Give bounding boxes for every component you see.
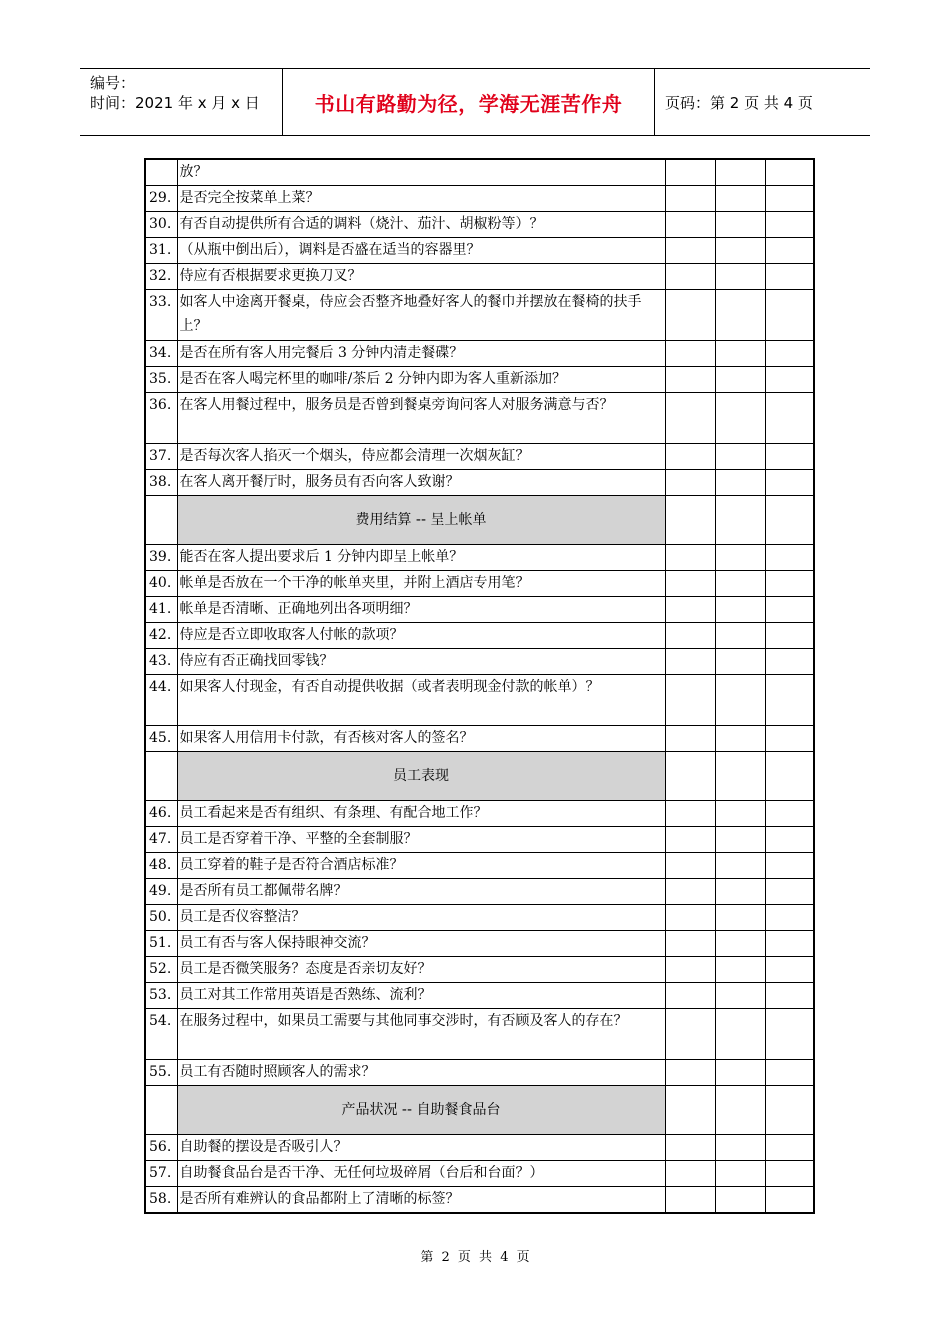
rating-cell-3[interactable] xyxy=(765,1161,814,1187)
rating-cell-2[interactable] xyxy=(715,571,765,597)
rating-cell-3[interactable] xyxy=(765,1060,814,1086)
rating-cell-2[interactable] xyxy=(715,186,765,212)
item-question: 如果客人用信用卡付款，有否核对客人的签名？ xyxy=(177,726,665,752)
item-question: 在客人离开餐厅时，服务员有否向客人致谢？ xyxy=(177,470,665,496)
rating-cell-3[interactable] xyxy=(765,470,814,496)
item-number: 43. xyxy=(145,649,177,675)
item-number: 31. xyxy=(145,238,177,264)
item-number: 33. xyxy=(145,290,177,341)
rating-cell-2[interactable] xyxy=(715,367,765,393)
rating-cell-2[interactable] xyxy=(715,905,765,931)
checklist-row xyxy=(145,649,814,675)
rating-cell-3[interactable] xyxy=(765,957,814,983)
rating-cell-3[interactable] xyxy=(765,212,814,238)
item-question: 是否在所有客人用完餐后 3 分钟内清走餐碟？ xyxy=(177,341,665,367)
rating-cell-1[interactable] xyxy=(665,212,715,238)
item-number: 34. xyxy=(145,341,177,367)
checklist-table xyxy=(144,158,815,1214)
item-number: 51. xyxy=(145,931,177,957)
rating-cell-3[interactable] xyxy=(765,393,814,444)
rating-cell-1[interactable] xyxy=(665,623,715,649)
rating-cell-3[interactable] xyxy=(765,159,814,186)
item-number: 53. xyxy=(145,983,177,1009)
rating-cell-2[interactable] xyxy=(715,853,765,879)
rating-cell-3[interactable] xyxy=(765,1086,814,1135)
checklist-row xyxy=(145,212,814,238)
checklist-row xyxy=(145,470,814,496)
item-number: 38. xyxy=(145,470,177,496)
rating-cell-1[interactable] xyxy=(665,905,715,931)
item-question: 侍应有否根据要求更换刀叉？ xyxy=(177,264,665,290)
checklist-row xyxy=(145,1187,814,1214)
section-header-row xyxy=(145,496,814,545)
item-number: 46. xyxy=(145,801,177,827)
checklist-row xyxy=(145,264,814,290)
item-question: 员工有否随时照顾客人的需求？ xyxy=(177,1060,665,1086)
item-question: 员工对其工作常用英语是否熟练、流利？ xyxy=(177,983,665,1009)
rating-cell-2[interactable] xyxy=(715,264,765,290)
checklist-row xyxy=(145,571,814,597)
rating-cell-2[interactable] xyxy=(715,801,765,827)
rating-cell-3[interactable] xyxy=(765,931,814,957)
rating-cell-3[interactable] xyxy=(765,905,814,931)
section-header-row xyxy=(145,1086,814,1135)
checklist-row xyxy=(145,238,814,264)
item-question: 是否所有难辨认的食品都附上了清晰的标签？ xyxy=(177,1187,665,1214)
item-question: 是否每次客人掐灭一个烟头，侍应都会清理一次烟灰缸？ xyxy=(177,444,665,470)
item-number: 58. xyxy=(145,1187,177,1214)
rating-cell-2[interactable] xyxy=(715,675,765,726)
checklist-row xyxy=(145,931,814,957)
rating-cell-2[interactable] xyxy=(715,983,765,1009)
rating-cell-3[interactable] xyxy=(765,496,814,545)
item-number: 44. xyxy=(145,675,177,726)
rating-cell-2[interactable] xyxy=(715,393,765,444)
rating-cell-3[interactable] xyxy=(765,367,814,393)
rating-cell-1[interactable] xyxy=(665,1060,715,1086)
header-page-info: 页码：第 2 页 共 4 页 xyxy=(665,93,813,112)
checklist-row xyxy=(145,1161,814,1187)
item-question: 放？ xyxy=(177,159,665,186)
rating-cell-2[interactable] xyxy=(715,649,765,675)
item-question: 自助餐食品台是否干净、无任何垃圾碎屑（台后和台面？） xyxy=(177,1161,665,1187)
checklist-row xyxy=(145,1060,814,1086)
item-question: 帐单是否清晰、正确地列出各项明细？ xyxy=(177,597,665,623)
item-number xyxy=(145,159,177,186)
page-footer: 第 2 页 共 4 页 xyxy=(420,1250,530,1265)
checklist-body xyxy=(145,159,814,1213)
rating-cell-1[interactable] xyxy=(665,238,715,264)
rating-cell-2[interactable] xyxy=(715,341,765,367)
checklist-row xyxy=(145,186,814,212)
item-number: 55. xyxy=(145,1060,177,1086)
rating-cell-3[interactable] xyxy=(765,545,814,571)
item-question: 如客人中途离开餐桌，侍应会否整齐地叠好客人的餐巾并摆放在餐椅的扶手上？ xyxy=(177,290,665,341)
rating-cell-2[interactable] xyxy=(715,931,765,957)
rating-cell-3[interactable] xyxy=(765,341,814,367)
checklist-row xyxy=(145,853,814,879)
checklist-row xyxy=(145,159,814,186)
checklist-row xyxy=(145,675,814,726)
rating-cell-1[interactable] xyxy=(665,470,715,496)
rating-cell-3[interactable] xyxy=(765,879,814,905)
rating-cell-3[interactable] xyxy=(765,444,814,470)
checklist-row xyxy=(145,983,814,1009)
item-number: 50. xyxy=(145,905,177,931)
rating-cell-3[interactable] xyxy=(765,238,814,264)
rating-cell-1[interactable] xyxy=(665,1135,715,1161)
checklist-row xyxy=(145,545,814,571)
rating-cell-2[interactable] xyxy=(715,957,765,983)
rating-cell-2[interactable] xyxy=(715,879,765,905)
rating-cell-1[interactable] xyxy=(665,827,715,853)
item-question: 员工穿着的鞋子是否符合酒店标准？ xyxy=(177,853,665,879)
item-question: 有否自动提供所有合适的调料（烧汁、茄汁、胡椒粉等）？ xyxy=(177,212,665,238)
item-number: 52. xyxy=(145,957,177,983)
rating-cell-1[interactable] xyxy=(665,853,715,879)
rating-cell-1[interactable] xyxy=(665,1009,715,1060)
rating-cell-3[interactable] xyxy=(765,801,814,827)
header-motto: 书山有路勤为径，学海无涯苦作舟 xyxy=(283,69,655,135)
checklist-row xyxy=(145,801,814,827)
rating-cell-1[interactable] xyxy=(665,186,715,212)
item-question: 侍应有否正确找回零钱？ xyxy=(177,649,665,675)
checklist-row xyxy=(145,393,814,444)
rating-cell-2[interactable] xyxy=(715,1086,765,1135)
item-number: 49. xyxy=(145,879,177,905)
rating-cell-3[interactable] xyxy=(765,1187,814,1214)
rating-cell-1[interactable] xyxy=(665,675,715,726)
rating-cell-1[interactable] xyxy=(665,931,715,957)
rating-cell-1[interactable] xyxy=(665,649,715,675)
rating-cell-1[interactable] xyxy=(665,496,715,545)
header-meta xyxy=(80,69,283,135)
rating-cell-2[interactable] xyxy=(715,1161,765,1187)
item-question: 在客人用餐过程中，服务员是否曾到餐桌旁询问客人对服务满意与否？ xyxy=(177,393,665,444)
item-number: 47. xyxy=(145,827,177,853)
item-question: 帐单是否放在一个干净的帐单夹里，并附上酒店专用笔？ xyxy=(177,571,665,597)
rating-cell-2[interactable] xyxy=(715,238,765,264)
checklist-row xyxy=(145,957,814,983)
rating-cell-1[interactable] xyxy=(665,983,715,1009)
rating-cell-3[interactable] xyxy=(765,1135,814,1161)
item-question: 侍应是否立即收取客人付帐的款项？ xyxy=(177,623,665,649)
item-number: 54. xyxy=(145,1009,177,1060)
checklist-row xyxy=(145,367,814,393)
rating-cell-2[interactable] xyxy=(715,1060,765,1086)
rating-cell-2[interactable] xyxy=(715,1187,765,1214)
item-number: 37. xyxy=(145,444,177,470)
item-number: 30. xyxy=(145,212,177,238)
checklist-row xyxy=(145,1009,814,1060)
rating-cell-3[interactable] xyxy=(765,675,814,726)
rating-cell-3[interactable] xyxy=(765,186,814,212)
rating-cell-3[interactable] xyxy=(765,571,814,597)
rating-cell-3[interactable] xyxy=(765,649,814,675)
item-number: 29. xyxy=(145,186,177,212)
item-question: （从瓶中倒出后），调料是否盛在适当的容器里？ xyxy=(177,238,665,264)
rating-cell-3[interactable] xyxy=(765,264,814,290)
rating-cell-3[interactable] xyxy=(765,983,814,1009)
checklist-row xyxy=(145,597,814,623)
item-number xyxy=(145,496,177,545)
checklist-row xyxy=(145,623,814,649)
rating-cell-2[interactable] xyxy=(715,470,765,496)
rating-cell-1[interactable] xyxy=(665,957,715,983)
item-number: 39. xyxy=(145,545,177,571)
item-question: 是否所有员工都佩带名牌？ xyxy=(177,879,665,905)
rating-cell-1[interactable] xyxy=(665,726,715,752)
rating-cell-1[interactable] xyxy=(665,801,715,827)
rating-cell-2[interactable] xyxy=(715,290,765,341)
rating-cell-2[interactable] xyxy=(715,496,765,545)
rating-cell-1[interactable] xyxy=(665,1187,715,1214)
checklist-row xyxy=(145,879,814,905)
number-label: 编号： xyxy=(90,74,136,92)
item-number: 42. xyxy=(145,623,177,649)
rating-cell-2[interactable] xyxy=(715,623,765,649)
rating-cell-1[interactable] xyxy=(665,1161,715,1187)
section-title: 费用结算 -- 呈上帐单 xyxy=(177,496,665,545)
item-number: 36. xyxy=(145,393,177,444)
item-number: 56. xyxy=(145,1135,177,1161)
rating-cell-2[interactable] xyxy=(715,827,765,853)
item-question: 是否在客人喝完杯里的咖啡/茶后 2 分钟内即为客人重新添加？ xyxy=(177,367,665,393)
section-header-row xyxy=(145,752,814,801)
item-question: 员工是否仪容整洁？ xyxy=(177,905,665,931)
item-number xyxy=(145,1086,177,1135)
rating-cell-1[interactable] xyxy=(665,341,715,367)
rating-cell-3[interactable] xyxy=(765,853,814,879)
checklist-row xyxy=(145,1135,814,1161)
page-header xyxy=(80,68,870,136)
rating-cell-1[interactable] xyxy=(665,393,715,444)
rating-cell-2[interactable] xyxy=(715,159,765,186)
rating-cell-1[interactable] xyxy=(665,879,715,905)
item-question: 是否完全按菜单上菜？ xyxy=(177,186,665,212)
rating-cell-2[interactable] xyxy=(715,444,765,470)
rating-cell-1[interactable] xyxy=(665,1086,715,1135)
section-title: 产品状况 -- 自助餐食品台 xyxy=(177,1086,665,1135)
rating-cell-2[interactable] xyxy=(715,212,765,238)
rating-cell-1[interactable] xyxy=(665,597,715,623)
checklist-row xyxy=(145,444,814,470)
rating-cell-3[interactable] xyxy=(765,597,814,623)
section-title: 员工表现 xyxy=(177,752,665,801)
rating-cell-1[interactable] xyxy=(665,290,715,341)
item-number: 40. xyxy=(145,571,177,597)
rating-cell-1[interactable] xyxy=(665,444,715,470)
rating-cell-2[interactable] xyxy=(715,752,765,801)
rating-cell-3[interactable] xyxy=(765,827,814,853)
rating-cell-2[interactable] xyxy=(715,1135,765,1161)
time-label: 时间：2021 年 x 月 x 日 xyxy=(90,94,260,112)
item-question: 员工是否穿着干净、平整的全套制服？ xyxy=(177,827,665,853)
checklist-row xyxy=(145,905,814,931)
rating-cell-3[interactable] xyxy=(765,623,814,649)
item-question: 自助餐的摆设是否吸引人？ xyxy=(177,1135,665,1161)
item-question: 员工是否微笑服务？态度是否亲切友好？ xyxy=(177,957,665,983)
rating-cell-1[interactable] xyxy=(665,264,715,290)
checklist-row xyxy=(145,827,814,853)
rating-cell-3[interactable] xyxy=(765,1009,814,1060)
rating-cell-2[interactable] xyxy=(715,726,765,752)
item-question: 能否在客人提出要求后 1 分钟内即呈上帐单？ xyxy=(177,545,665,571)
item-question: 在服务过程中，如果员工需要与其他同事交涉时，有否顾及客人的存在？ xyxy=(177,1009,665,1060)
rating-cell-1[interactable] xyxy=(665,159,715,186)
rating-cell-1[interactable] xyxy=(665,367,715,393)
item-number xyxy=(145,752,177,801)
rating-cell-1[interactable] xyxy=(665,752,715,801)
item-question: 员工看起来是否有组织、有条理、有配合地工作？ xyxy=(177,801,665,827)
item-number: 35. xyxy=(145,367,177,393)
rating-cell-1[interactable] xyxy=(665,545,715,571)
checklist-row xyxy=(145,341,814,367)
rating-cell-3[interactable] xyxy=(765,290,814,341)
rating-cell-2[interactable] xyxy=(715,1009,765,1060)
rating-cell-3[interactable] xyxy=(765,752,814,801)
item-number: 32. xyxy=(145,264,177,290)
item-number: 41. xyxy=(145,597,177,623)
item-question: 员工有否与客人保持眼神交流？ xyxy=(177,931,665,957)
rating-cell-3[interactable] xyxy=(765,726,814,752)
rating-cell-2[interactable] xyxy=(715,545,765,571)
rating-cell-2[interactable] xyxy=(715,597,765,623)
item-question: 如果客人付现金，有否自动提供收据（或者表明现金付款的帐单）？ xyxy=(177,675,665,726)
item-number: 45. xyxy=(145,726,177,752)
checklist-row xyxy=(145,290,814,341)
item-number: 48. xyxy=(145,853,177,879)
item-number: 57. xyxy=(145,1161,177,1187)
rating-cell-1[interactable] xyxy=(665,571,715,597)
checklist-row xyxy=(145,726,814,752)
